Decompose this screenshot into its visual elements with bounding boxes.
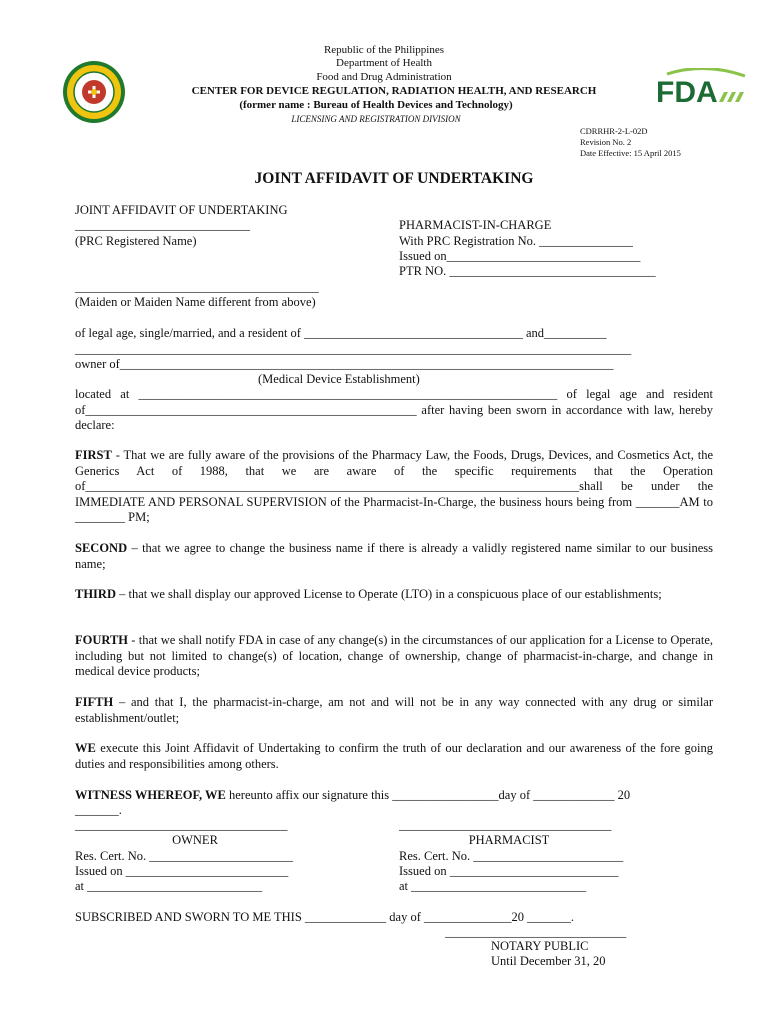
notary-public-label: NOTARY PUBLIC — [491, 939, 589, 953]
issued-on-top: Issued on_______________________________ — [399, 249, 641, 263]
fourth-label: FOURTH — [75, 633, 129, 647]
prc-registration: With PRC Registration No. _______________ — [399, 234, 633, 248]
owner-at: at ____________________________ — [75, 879, 263, 893]
owner-of-line: owner of_______________________________________________________________________________ — [75, 357, 614, 371]
third-text: – that we shall display our approved License to Operate (LTO) in a conspicuous place of our establishments; — [115, 587, 662, 601]
prc-name-label: (PRC Registered Name) — [75, 234, 197, 248]
witness-text: hereunto affix our signature this _________________day of _____________ 20 — [225, 788, 631, 802]
owner-issued-on: Issued on __________________________ — [75, 864, 289, 878]
first-para — [75, 448, 713, 526]
third-para — [75, 587, 713, 603]
fda-logo-text: FDA — [656, 76, 718, 106]
second-text: – that we agree to change the business name if there is already a validly registered name similar to our business name; — [75, 541, 713, 571]
first-text: - That we are fully aware of the provisions of the Pharmacy Law, the Foods, Drugs, Devices, and Cosmetics Act, the Generics Act of 1988, that we are aware of the specific requirements that the Operation of_______________________________________________________________________________shall be under the IMMEDIATE AND PERSONAL SUPERVISION of the Pharmacist-In-Charge, the business hours being from _______AM to ________ PM; — [75, 448, 713, 524]
fourth-text: - that we shall notify FDA in case of any change(s) in the circumstances of our application for a License to Operate, including but not limited to change(s) of location, change of ownership, change of pharmacist-in-charge, and change in medical device products; — [75, 633, 713, 678]
header-former-name: (former name : Bureau of Health Devices and Technology) — [239, 99, 513, 111]
mde-label: (Medical Device Establishment) — [258, 372, 420, 386]
header-fda: Food and Drug Administration — [316, 71, 452, 83]
fourth-para — [75, 633, 713, 680]
witness-line — [75, 788, 630, 804]
header-center: CENTER FOR DEVICE REGULATION, RADIATION HEALTH, AND RESEARCH — [191, 85, 597, 97]
fifth-para — [75, 695, 713, 726]
we-label: WE — [75, 741, 96, 755]
ptr-no: PTR NO. _________________________________ — [399, 264, 656, 278]
located-at-para: located at ___________________________________________________________________ of legal age and resident of_____________________________________________________ after having been sworn in accordance with law, hereby declare: — [75, 387, 713, 432]
header-republic: Republic of the Philippines — [323, 44, 445, 56]
owner-signature-line: __________________________________ — [75, 818, 288, 832]
third-label: THIRD — [75, 587, 116, 601]
doc-revision: Revision No. 2 — [580, 137, 632, 147]
header-department: Department of Health — [336, 57, 432, 69]
notary-until: Until December 31, 20 — [491, 954, 606, 968]
we-para — [75, 741, 713, 772]
pharmacist-label: PHARMACIST — [468, 833, 550, 847]
pic-label: PHARMACIST-IN-CHARGE — [399, 218, 552, 232]
pharmacist-res-cert: Res. Cert. No. ________________________ — [399, 849, 624, 863]
notary-signature-line: _____________________________ — [445, 925, 627, 939]
owner-res-cert: Res. Cert. No. _______________________ — [75, 849, 294, 863]
fifth-text: – and that I, the pharmacist-in-charge, am not and will not be in any way connected with any drug or similar establishment/outlet; — [75, 695, 713, 725]
doc-code: CDRRHR-2-L-02D — [580, 126, 648, 136]
pharmacist-signature-line: __________________________________ — [399, 818, 612, 832]
legal-age-line: of legal age, single/married, and a resident of ___________________________________ and__________ — [75, 326, 607, 340]
doc-effective: Date Effective: 15 April 2015 — [580, 148, 681, 158]
maiden-line: _______________________________________ — [75, 280, 319, 294]
page-title: JOINT AFFIDAVIT OF UNDERTAKING — [254, 170, 534, 187]
pharmacist-at: at ____________________________ — [399, 879, 587, 893]
witness-tail: _______. — [75, 803, 122, 817]
subtitle: JOINT AFFIDAVIT OF UNDERTAKING — [75, 203, 288, 217]
header-division: LICENSING AND REGISTRATION DIVISION — [291, 114, 461, 124]
prc-name-line: ____________________________ — [75, 218, 250, 232]
subscribed-sworn: SUBSCRIBED AND SWORN TO ME THIS _____________ day of ______________20 _______. — [75, 910, 574, 924]
second-label: SECOND — [75, 541, 128, 555]
pharmacist-issued-on: Issued on ___________________________ — [399, 864, 619, 878]
first-label: FIRST — [75, 448, 112, 462]
witness-label: WITNESS WHEREOF, WE — [75, 788, 226, 802]
fifth-label: FIFTH — [75, 695, 114, 709]
owner-label: OWNER — [172, 833, 218, 847]
second-para — [75, 541, 713, 572]
maiden-label: (Maiden or Maiden Name different from above) — [75, 295, 316, 309]
we-text: execute this Joint Affidavit of Undertaking to confirm the truth of our declaration and our awareness of the fore going duties and responsibilities among others. — [75, 741, 713, 771]
blank-line: _________________________________________________________________________________________ — [75, 342, 632, 356]
